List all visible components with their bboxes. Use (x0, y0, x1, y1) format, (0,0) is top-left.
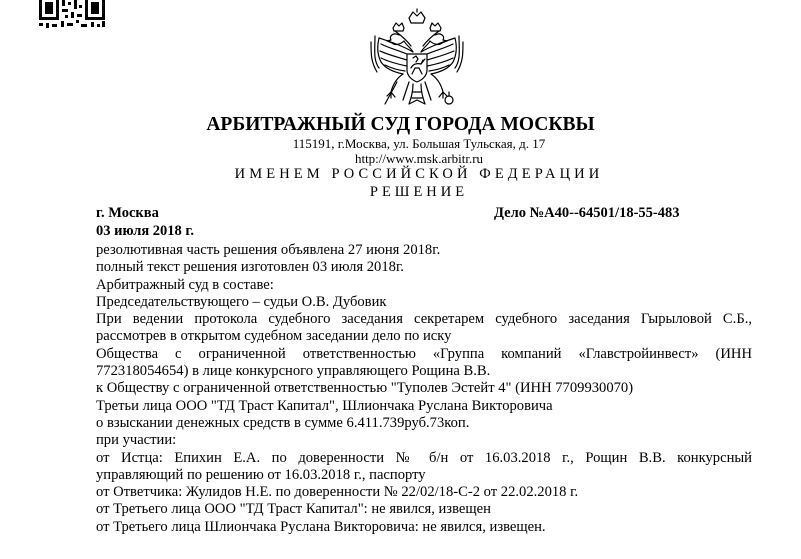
body-line: от Ответчика: Жулидов Н.Е. по доверенности № 22/02/18-С-2 от 22.02.2018 г. (96, 484, 579, 501)
body-line: о взыскании денежных средств в сумме 6.411.739руб.73коп. (96, 414, 470, 431)
in-the-name-heading: ИМЕНЕМ РОССИЙСКОЙ ФЕДЕРАЦИИ (234, 166, 604, 182)
body-line: при участии: (96, 432, 177, 449)
body-line: управляющий по решению от 16.03.2018 г., паспорту (96, 466, 426, 483)
court-website: http://www.msk.arbitr.ru (354, 151, 484, 166)
body-line: Председательствующего – судьи О.В. Дубовик (96, 293, 387, 310)
body-line: к Обществу с ограниченной ответственностью "Туполев Эстейт 4" (ИНН 7709930070) (96, 380, 634, 397)
body-line: 772318054654) в лице конкурсного управляющего Рощина В.В. (96, 363, 491, 380)
body-line: Третьи лица ООО "ТД Траст Капитал", Шлиончака Руслана Викторовича (96, 397, 553, 414)
body-line: рассмотрев в открытом судебном заседании дело по иску (96, 328, 452, 345)
qr-code-icon (39, 0, 105, 29)
body-line: резолютивная часть решения объявлена 27 июня 2018г. (96, 242, 441, 258)
body-line: Арбитражный суд в составе: (96, 276, 274, 293)
body-line: от Третьего лица ООО "ТД Траст Капитал": не явился, извещен (96, 501, 491, 518)
city-label: г. Москва (96, 205, 159, 221)
document-type-heading: РЕШЕНИЕ (369, 184, 469, 200)
body-line: от Третьего лица Шлиончака Руслана Викторовича: не явился, извещен. (96, 518, 546, 535)
decision-date: 03 июля 2018 г. (96, 223, 195, 239)
body-line: Общества с ограниченной ответственностью «Группа компаний «Главстройинвест» (ИНН (96, 345, 752, 362)
body-line: от Истца: Епихин Е.А. по доверенности № б/н от 16.03.2018 г., Рощин В.В. конкурсный (96, 449, 752, 466)
document-body (96, 242, 752, 536)
court-address: 115191, г.Москва, ул. Большая Тульская, д. 17 (292, 136, 546, 151)
body-line: При ведении протокола судебного заседания секретарем судебного заседания Гырыловой С.Б., (96, 311, 752, 328)
coat-of-arms-icon (369, 8, 465, 112)
body-line: полный текст решения изготовлен 03 июля 2018г. (96, 259, 404, 276)
case-number: Дело №А40--64501/18-55-483 (494, 205, 680, 221)
court-name: АРБИТРАЖНЫЙ СУД ГОРОДА МОСКВЫ (206, 114, 595, 135)
